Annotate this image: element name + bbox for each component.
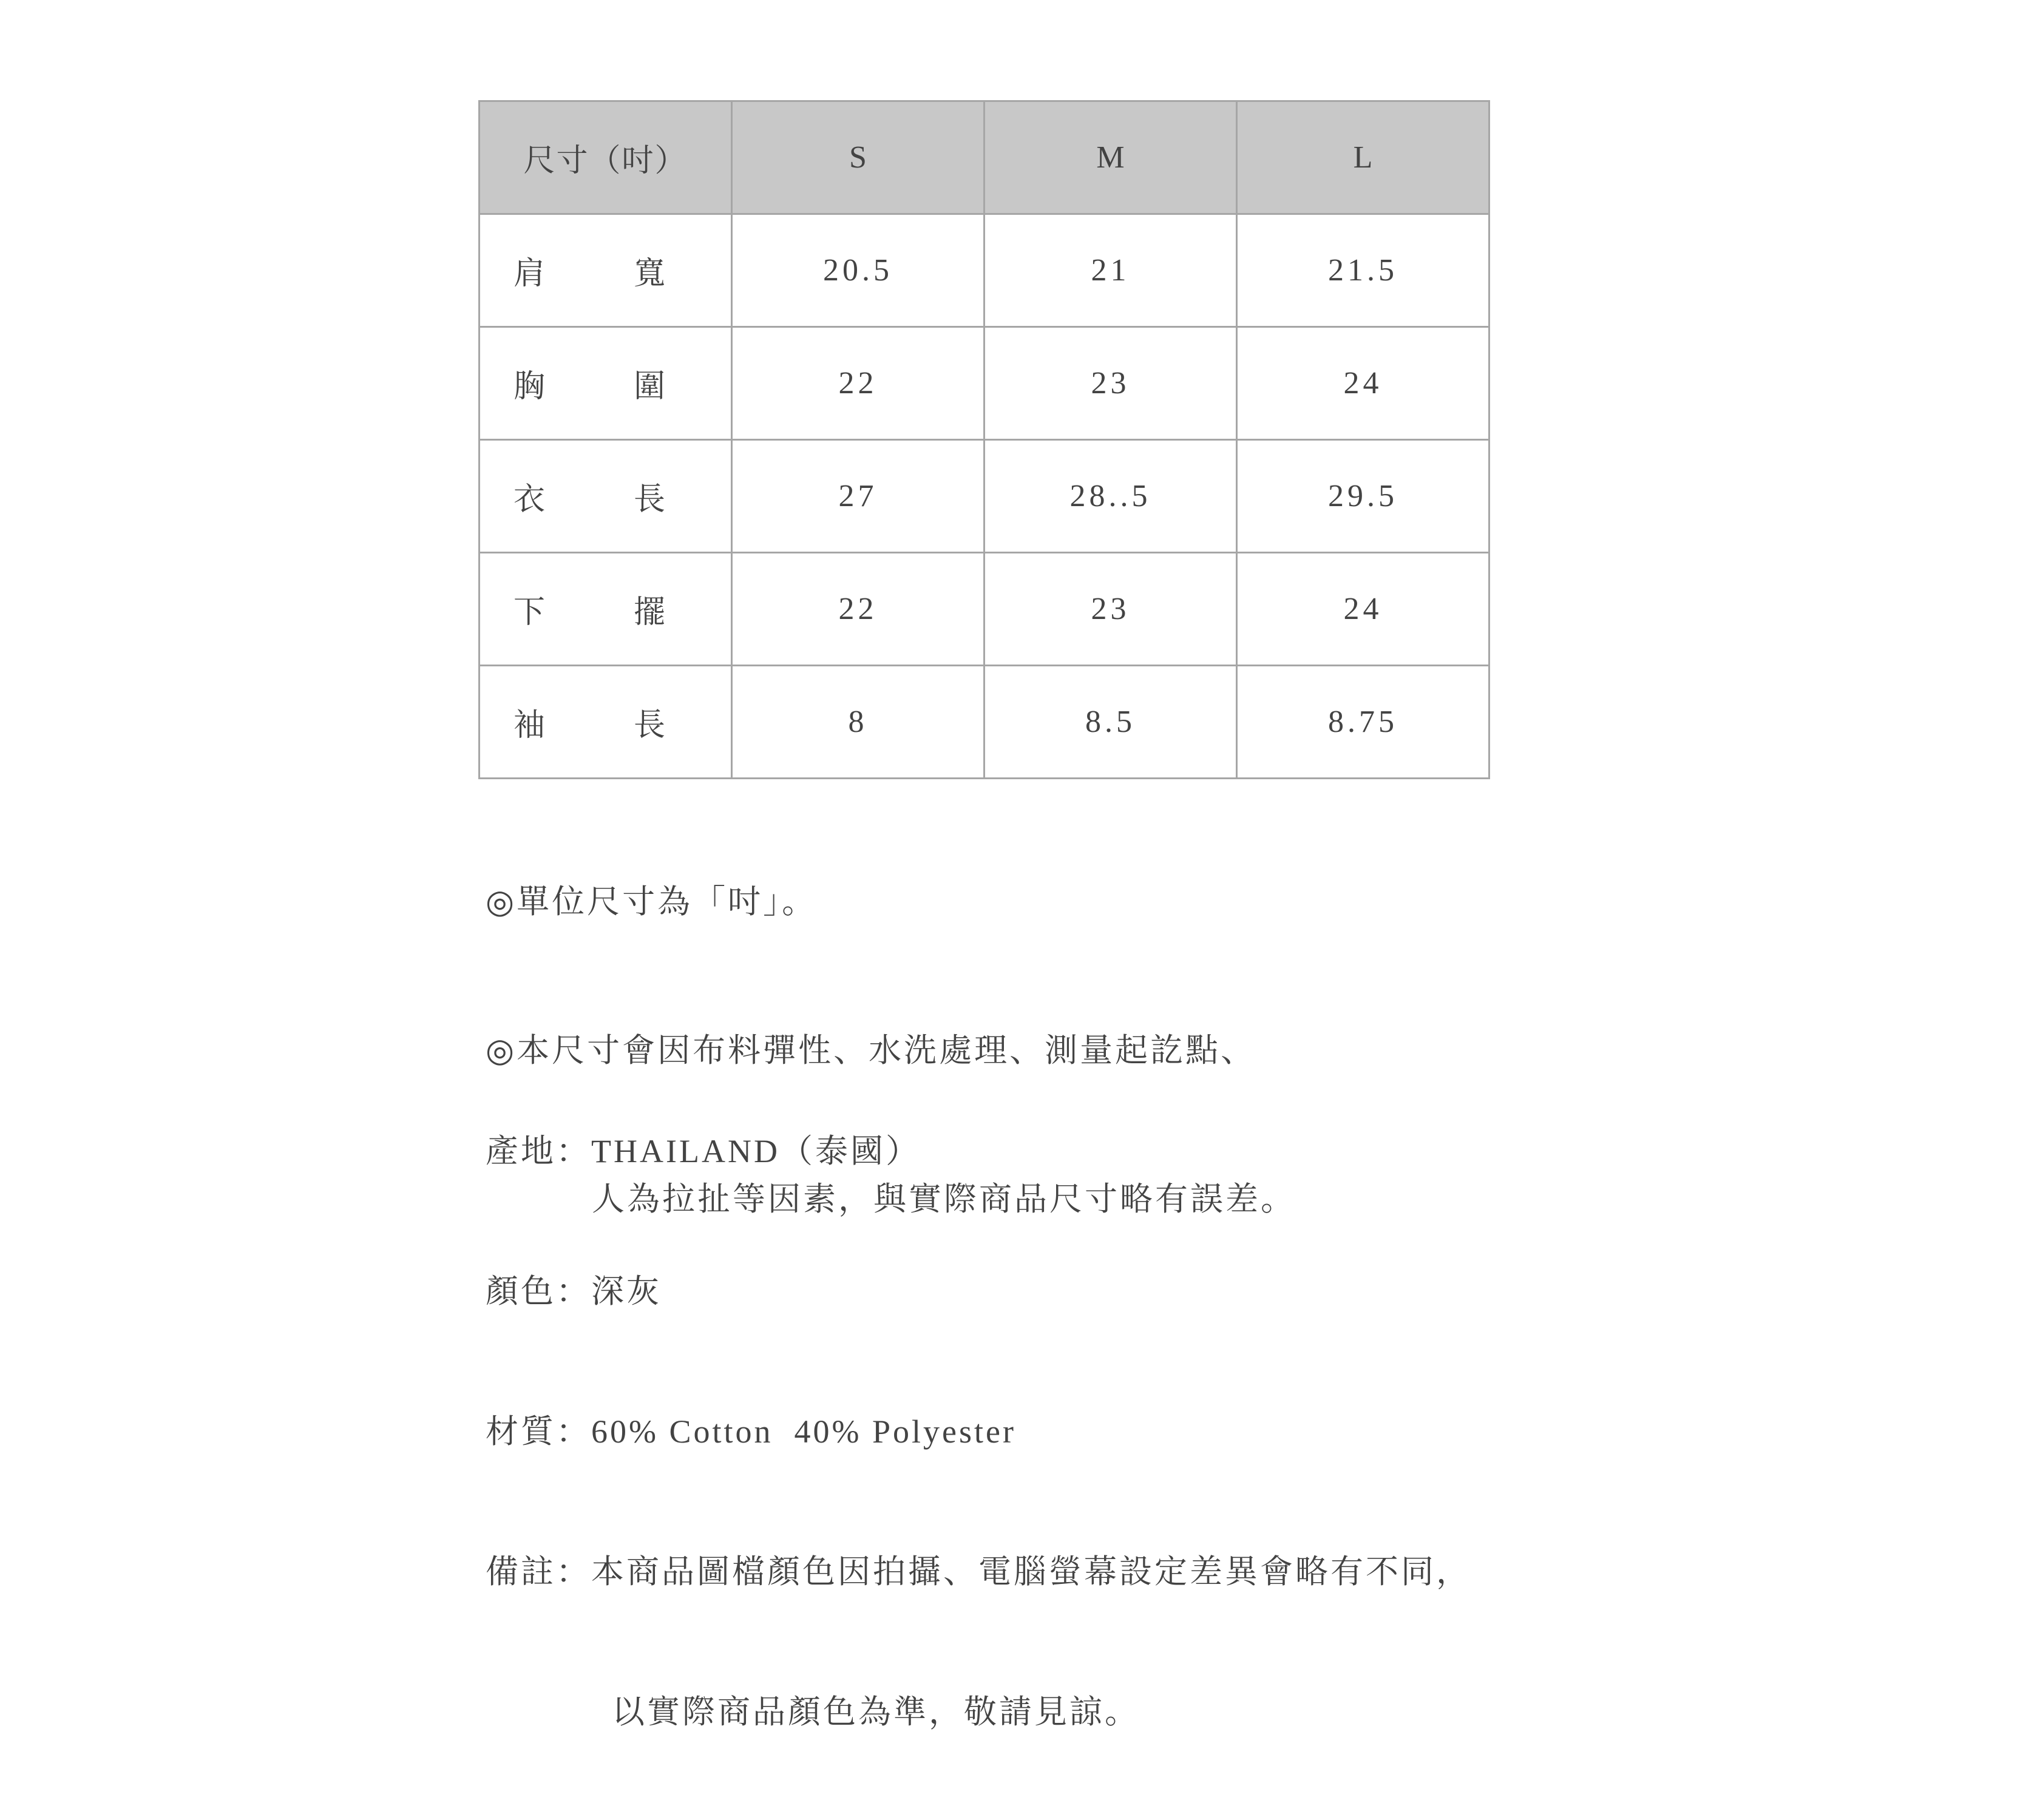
row-label-char: 肩 bbox=[513, 257, 546, 291]
row-label-sleeve-length bbox=[479, 666, 732, 779]
note-tolerance-2: 人為拉扯等因素，與實際商品尺寸略有誤差。 bbox=[592, 1181, 1296, 1217]
row-label-char: 擺 bbox=[633, 595, 665, 630]
product-material: 材質：60% Cotton 40% Polyester bbox=[486, 1413, 1016, 1450]
row-label-garment-length bbox=[479, 440, 732, 553]
value-shoulder-m: 21 bbox=[984, 214, 1237, 327]
value-hem-l: 24 bbox=[1237, 553, 1489, 666]
value-length-s: 27 bbox=[732, 440, 984, 553]
row-label-char: 寬 bbox=[633, 257, 665, 291]
row-label-char: 胸 bbox=[513, 370, 546, 404]
row-label-char: 圍 bbox=[633, 370, 665, 404]
row-label-pair bbox=[513, 586, 665, 632]
size-header-m: M bbox=[984, 101, 1237, 214]
value-shoulder-s: 20.5 bbox=[732, 214, 984, 327]
size-unit-header-cell: 尺寸（吋） bbox=[479, 101, 732, 214]
product-remark-2: 以實際商品顏色為準，敬請見諒。 bbox=[612, 1694, 1140, 1730]
row-label-char: 下 bbox=[513, 595, 546, 630]
table-row-shoulder-width bbox=[479, 214, 1489, 327]
value-hem-m: 23 bbox=[984, 553, 1237, 666]
product-remark-1: 備註：本商品圖檔顏色因拍攝、電腦螢幕設定差異會略有不同， bbox=[486, 1554, 1471, 1590]
row-label-char: 長 bbox=[633, 708, 665, 743]
row-label-hem bbox=[479, 553, 732, 666]
size-header-l: L bbox=[1237, 101, 1489, 214]
value-hem-s: 22 bbox=[732, 553, 984, 666]
note-unit: ◎單位尺寸為「吋」。 bbox=[486, 884, 818, 920]
product-origin: 產地：THAILAND（泰國） bbox=[486, 1133, 921, 1169]
value-sleeve-m: 8.5 bbox=[984, 666, 1237, 779]
size-chart-table bbox=[478, 100, 1490, 779]
note-tolerance-1: ◎本尺寸會因布料彈性、水洗處理、測量起訖點、 bbox=[486, 1032, 1256, 1069]
value-chest-l: 24 bbox=[1237, 327, 1489, 440]
row-label-shoulder-width bbox=[479, 214, 732, 327]
value-chest-s: 22 bbox=[732, 327, 984, 440]
row-label-char: 袖 bbox=[513, 708, 546, 743]
row-label-char: 衣 bbox=[513, 482, 546, 517]
row-label-pair bbox=[513, 699, 665, 745]
row-label-pair bbox=[513, 248, 665, 293]
product-info bbox=[486, 1044, 1471, 1820]
size-table-header-row bbox=[479, 101, 1489, 214]
size-header-s: S bbox=[732, 101, 984, 214]
table-row-hem bbox=[479, 553, 1489, 666]
value-chest-m: 23 bbox=[984, 327, 1237, 440]
product-color: 顏色：深灰 bbox=[486, 1273, 662, 1310]
value-sleeve-s: 8 bbox=[732, 666, 984, 779]
value-shoulder-l: 21.5 bbox=[1237, 214, 1489, 327]
table-row-chest bbox=[479, 327, 1489, 440]
value-sleeve-l: 8.75 bbox=[1237, 666, 1489, 779]
value-length-l: 29.5 bbox=[1237, 440, 1489, 553]
value-length-m: 28..5 bbox=[984, 440, 1237, 553]
table-row-garment-length bbox=[479, 440, 1489, 553]
row-label-chest bbox=[479, 327, 732, 440]
table-row-sleeve-length bbox=[479, 666, 1489, 779]
row-label-char: 長 bbox=[633, 482, 665, 517]
row-label-pair bbox=[513, 473, 665, 519]
row-label-pair bbox=[513, 360, 665, 406]
